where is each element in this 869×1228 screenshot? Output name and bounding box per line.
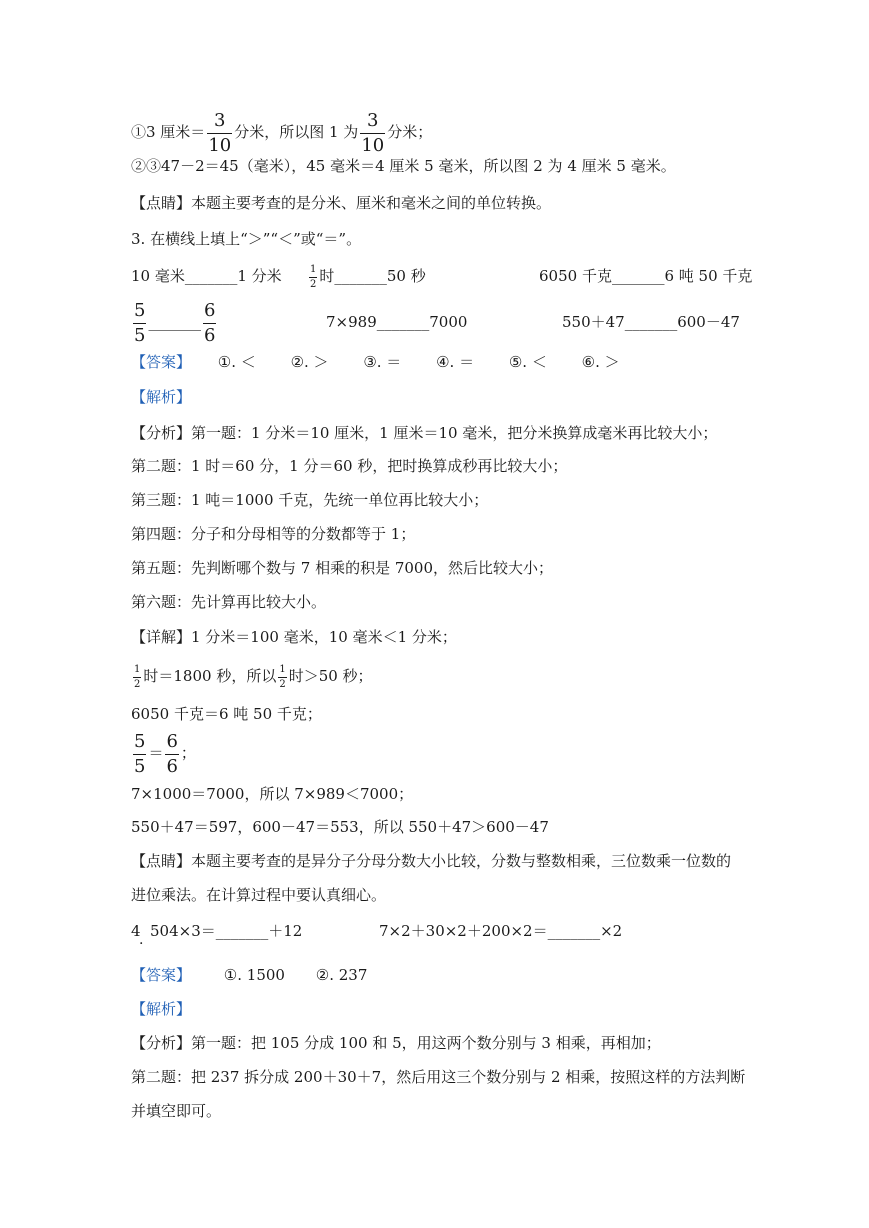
question-3-title: 3. 在横线上填上“＞”“＜”或“＝”。 xyxy=(131,230,362,248)
q3-answer-row xyxy=(131,352,620,372)
analysis-label: 【解析】 xyxy=(131,1000,192,1018)
answer-5: ⑤. ＜ xyxy=(508,353,547,371)
answer-2: ②. 237 xyxy=(315,966,368,984)
analysis-line-4: 第四题：分子和分母相等的分数都等于 1； xyxy=(131,525,416,543)
detail-line-1: 【详解】1 分米＝100 毫米，10 毫米＜1 分米； xyxy=(131,628,457,646)
analysis-line-1: 【分析】第一题：1 分米＝10 厘米，1 厘米＝10 毫米，把分米换算成毫米再比较大小； xyxy=(131,424,718,442)
fraction: $\frac{1}{2}$ xyxy=(134,663,141,690)
answer-4: ④. ＝ xyxy=(436,353,475,371)
q4-expression-1: 504×3＝_______＋12 xyxy=(150,922,303,940)
q3-item-1: 10 毫米_______1 分米 xyxy=(131,267,282,285)
text: 分米； xyxy=(387,123,433,141)
text: ①3 厘米＝ xyxy=(131,123,206,141)
detail-line-3: 6050 千克＝6 吨 50 千克； xyxy=(131,705,322,723)
q3-item-6: 550＋47_______600－47 xyxy=(562,313,740,331)
solution-line-1 xyxy=(131,110,432,155)
key-point-line-1: 【点睛】本题主要考查的是异分子分母分数大小比较，分数与整数相乘，三位数乘一位数的 xyxy=(131,852,732,870)
q3-item-2: $\frac{1}{2}$ 时_______50 秒 xyxy=(310,263,426,290)
q4-analysis-line-3: 并填空即可。 xyxy=(131,1102,222,1120)
question-4-number: 4 xyxy=(131,922,141,940)
fraction: $\frac{3}{10}$ xyxy=(361,109,385,156)
q3-item-3: 6050 千克_______6 吨 50 千克 xyxy=(539,267,753,285)
answer-6: ⑥. ＞ xyxy=(581,353,620,371)
analysis-line-2: 第二题：1 时＝60 分，1 分＝60 秒，把时换算成秒再比较大小； xyxy=(131,457,568,475)
fraction: $\frac{3}{10}$ xyxy=(208,109,232,156)
solution-line-2: ②③47－2＝45（毫米），45 毫米＝4 厘米 5 毫米，所以图 2 为 4 厘米 5 毫米。 xyxy=(131,157,676,175)
analysis-line-5: 第五题：先判断哪个数与 7 相乘的积是 7000，然后比较大小； xyxy=(131,559,554,577)
answer-label: 【答案】 xyxy=(131,966,192,984)
q3-item-5: 7×989_______7000 xyxy=(326,313,468,331)
fraction: $\frac{5}{5}$ xyxy=(134,299,146,346)
detail-line-4: $\frac{5}{5}$ ＝ $\frac{6}{6}$ ； xyxy=(134,730,196,777)
key-point: 【点睛】本题主要考查的是分米、厘米和毫米之间的单位转换。 xyxy=(131,194,552,212)
fraction: $\frac{6}{6}$ xyxy=(203,299,216,346)
q4-analysis-line-2: 第二题：把 237 拆分成 200＋30＋7，然后用这三个数分别与 2 相乘，按照这样的方法判断 xyxy=(131,1068,746,1086)
fraction: $\frac{1}{2}$ xyxy=(279,663,286,690)
answer-1: ①. 1500 xyxy=(223,966,285,984)
answer-label: 【答案】 xyxy=(131,353,192,371)
key-point-line-2: 进位乘法。在计算过程中要认真细心。 xyxy=(131,886,387,904)
fraction: $\frac{6}{6}$ xyxy=(166,730,178,777)
answer-2: ②. ＞ xyxy=(290,353,329,371)
detail-line-2: $\frac{1}{2}$ 时＝1800 秒，所以 $\frac{1}{2}$ 时＞50 秒； xyxy=(134,663,373,690)
q4-answer-row xyxy=(131,965,367,985)
answer-1: ①. ＜ xyxy=(217,353,256,371)
q4-analysis-line-1: 【分析】第一题：把 105 分成 100 和 5，用这两个数分别与 3 相乘，再相加； xyxy=(131,1034,661,1052)
q4-expression-2: 7×2＋30×2＋200×2＝_______×2 xyxy=(379,922,623,940)
fraction: $\frac{1}{2}$ xyxy=(310,263,317,290)
answer-3: ③. ＝ xyxy=(363,353,402,371)
text: 分米，所以图 1 为 xyxy=(234,123,359,141)
detail-line-5: 7×1000＝7000，所以 7×989＜7000； xyxy=(131,785,414,803)
analysis-label: 【解析】 xyxy=(131,388,192,406)
detail-line-6: 550＋47＝597，600－47＝553，所以 550＋47＞600－47 xyxy=(131,818,549,836)
analysis-line-3: 第三题：1 吨＝1000 千克，先统一单位再比较大小； xyxy=(131,491,489,509)
question-4-dot: . xyxy=(139,932,144,948)
analysis-line-6: 第六题：先计算再比较大小。 xyxy=(131,593,327,611)
fraction: $\frac{5}{5}$ xyxy=(134,730,146,777)
q3-item-4: $\frac{5}{5}$ _______ $\frac{6}{6}$ xyxy=(134,299,216,346)
